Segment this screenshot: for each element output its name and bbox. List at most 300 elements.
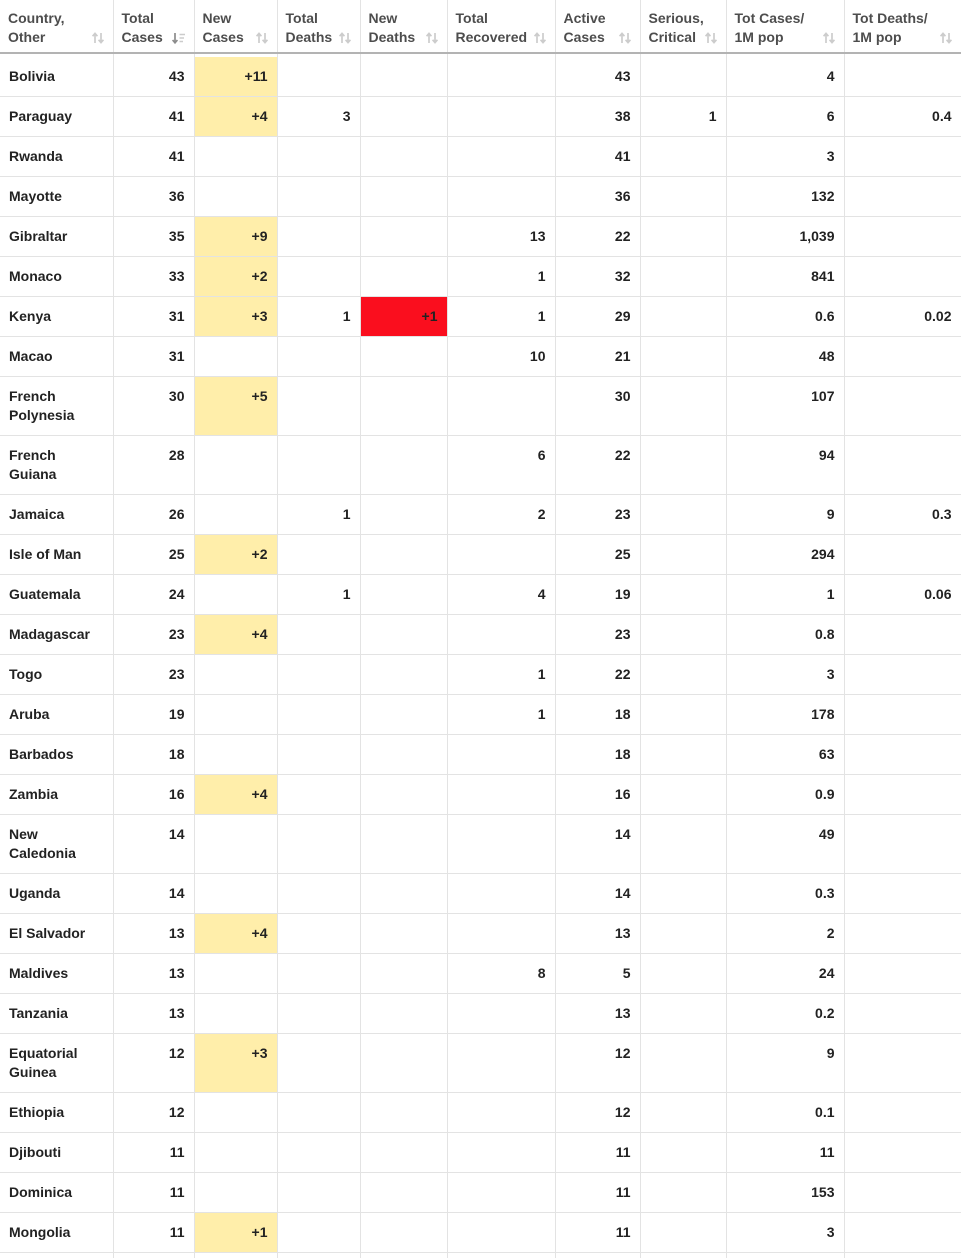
sort-toggle-icon bbox=[338, 31, 352, 45]
cell-serious-critical bbox=[640, 1133, 726, 1173]
cell-tot-deaths-1m bbox=[844, 337, 961, 377]
cell-new-deaths bbox=[360, 137, 447, 177]
cell-active-cases: 25 bbox=[555, 535, 640, 575]
cell-new-cases: +4 bbox=[194, 615, 277, 655]
cell-serious-critical bbox=[640, 735, 726, 775]
cell-new-cases bbox=[194, 337, 277, 377]
cell-new-cases: +1 bbox=[194, 1213, 277, 1253]
header-label-line1: Total bbox=[455, 10, 488, 26]
cell-tot-deaths-1m bbox=[844, 655, 961, 695]
header-label-line2: Cases bbox=[202, 29, 244, 45]
table-row bbox=[0, 615, 961, 655]
cell-new-deaths bbox=[360, 217, 447, 257]
cell-country: Macao bbox=[0, 337, 113, 377]
cell-country: Tanzania bbox=[0, 994, 113, 1034]
cell-country: Maldives bbox=[0, 954, 113, 994]
cell-total-recovered bbox=[447, 815, 555, 874]
cell-total-deaths bbox=[277, 874, 360, 914]
cell-active-cases: 43 bbox=[555, 57, 640, 97]
table-row bbox=[0, 914, 961, 954]
cell-tot-deaths-1m bbox=[844, 914, 961, 954]
cell-tot-cases-1m: 9 bbox=[726, 495, 844, 535]
cell-new-deaths bbox=[360, 1253, 447, 1258]
cell-country: Uganda bbox=[0, 874, 113, 914]
sort-desc-active-icon bbox=[171, 31, 186, 45]
cell-total-recovered: 4 bbox=[447, 575, 555, 615]
header-label-line2: Critical bbox=[648, 29, 696, 45]
cell-serious-critical bbox=[640, 874, 726, 914]
table-body bbox=[0, 53, 961, 1258]
cell-active-cases: 5 bbox=[555, 954, 640, 994]
cell-active-cases: 12 bbox=[555, 1034, 640, 1093]
cell-tot-deaths-1m bbox=[844, 954, 961, 994]
cell-total-deaths bbox=[277, 57, 360, 97]
cell-total-cases: 13 bbox=[113, 914, 194, 954]
cell-new-cases: +4 bbox=[194, 97, 277, 137]
cell-tot-deaths-1m bbox=[844, 1034, 961, 1093]
cell-tot-deaths-1m bbox=[844, 1253, 961, 1258]
header-label-line2: 1M pop bbox=[734, 29, 784, 45]
column-header-tot-deaths-1m[interactable] bbox=[844, 0, 961, 53]
cell-total-deaths bbox=[277, 137, 360, 177]
cell-serious-critical bbox=[640, 1173, 726, 1213]
table-row bbox=[0, 57, 961, 97]
cell-country: Dominica bbox=[0, 1173, 113, 1213]
cell-total-cases: 11 bbox=[113, 1173, 194, 1213]
cell-serious-critical bbox=[640, 1253, 726, 1258]
cell-total-recovered: 1 bbox=[447, 297, 555, 337]
cell-serious-critical bbox=[640, 436, 726, 495]
table-row bbox=[0, 217, 961, 257]
cell-country: New Caledonia bbox=[0, 815, 113, 874]
cell-tot-cases-1m: 153 bbox=[726, 1173, 844, 1213]
cell-new-deaths bbox=[360, 57, 447, 97]
sliver-row bbox=[0, 1253, 961, 1258]
cell-active-cases: 29 bbox=[555, 297, 640, 337]
table-row bbox=[0, 775, 961, 815]
cell-total-cases: 25 bbox=[113, 535, 194, 575]
cell-new-cases bbox=[194, 495, 277, 535]
cell-tot-deaths-1m bbox=[844, 535, 961, 575]
header-label-line2: Cases bbox=[563, 29, 605, 45]
cell-tot-cases-1m: 94 bbox=[726, 436, 844, 495]
cell-new-deaths bbox=[360, 436, 447, 495]
cell-total-recovered bbox=[447, 874, 555, 914]
cell-total-recovered: 1 bbox=[447, 655, 555, 695]
cell-total-deaths bbox=[277, 695, 360, 735]
table-header bbox=[0, 0, 961, 53]
cell-total-recovered bbox=[447, 137, 555, 177]
cell-total-recovered: 6 bbox=[447, 436, 555, 495]
cell-total-recovered bbox=[447, 377, 555, 436]
cell-total-deaths: 1 bbox=[277, 575, 360, 615]
cell-new-deaths bbox=[360, 775, 447, 815]
cell-total-recovered: 2 bbox=[447, 495, 555, 535]
table-row bbox=[0, 874, 961, 914]
cell-new-deaths bbox=[360, 535, 447, 575]
cell-new-deaths bbox=[360, 495, 447, 535]
cell-serious-critical bbox=[640, 1093, 726, 1133]
cell-country: Mongolia bbox=[0, 1213, 113, 1253]
cell-total-deaths bbox=[277, 735, 360, 775]
cell-country: Guatemala bbox=[0, 575, 113, 615]
cell-active-cases: 14 bbox=[555, 874, 640, 914]
header-label-line1: Tot Deaths/ bbox=[852, 10, 928, 26]
table-row bbox=[0, 1173, 961, 1213]
cell-active-cases: 22 bbox=[555, 436, 640, 495]
cell-tot-deaths-1m bbox=[844, 874, 961, 914]
table-row bbox=[0, 137, 961, 177]
cell-tot-deaths-1m bbox=[844, 994, 961, 1034]
cell-total-cases: 13 bbox=[113, 954, 194, 994]
cell-country: French Guiana bbox=[0, 436, 113, 495]
cell-tot-deaths-1m bbox=[844, 177, 961, 217]
table-row bbox=[0, 695, 961, 735]
cell-tot-cases-1m: 24 bbox=[726, 954, 844, 994]
cell-total-recovered: 1 bbox=[447, 695, 555, 735]
cell-tot-cases-1m: 63 bbox=[726, 735, 844, 775]
cell-new-cases bbox=[194, 1093, 277, 1133]
cell-tot-cases-1m: 1 bbox=[726, 575, 844, 615]
cell-tot-cases-1m: 0.8 bbox=[726, 615, 844, 655]
cell-tot-cases-1m: 132 bbox=[726, 177, 844, 217]
cell-tot-deaths-1m bbox=[844, 615, 961, 655]
table-row bbox=[0, 1213, 961, 1253]
cell-tot-cases-1m bbox=[726, 1253, 844, 1258]
table-row bbox=[0, 575, 961, 615]
header-label-line2: Recovered bbox=[455, 29, 528, 45]
cell-serious-critical bbox=[640, 1213, 726, 1253]
cell-serious-critical bbox=[640, 217, 726, 257]
cell-country: Barbados bbox=[0, 735, 113, 775]
header-label-line2: Deaths bbox=[285, 29, 333, 45]
header-label-line1: Country, bbox=[8, 10, 65, 26]
cell-new-cases: +2 bbox=[194, 535, 277, 575]
cell-country: Jamaica bbox=[0, 495, 113, 535]
sort-toggle-icon bbox=[618, 31, 632, 45]
column-header-total-cases[interactable] bbox=[113, 0, 194, 53]
cell-country: El Salvador bbox=[0, 914, 113, 954]
cell-tot-cases-1m: 9 bbox=[726, 1034, 844, 1093]
cell-country: Paraguay bbox=[0, 97, 113, 137]
cell-country: Madagascar bbox=[0, 615, 113, 655]
cell-total-deaths bbox=[277, 177, 360, 217]
cell-serious-critical bbox=[640, 994, 726, 1034]
cell-country: Aruba bbox=[0, 695, 113, 735]
cell-tot-deaths-1m bbox=[844, 695, 961, 735]
cell-new-deaths: +1 bbox=[360, 297, 447, 337]
cell-total-cases: 14 bbox=[113, 874, 194, 914]
cell-total-cases: 35 bbox=[113, 217, 194, 257]
table-row bbox=[0, 954, 961, 994]
cell-active-cases: 14 bbox=[555, 815, 640, 874]
cell-tot-cases-1m: 178 bbox=[726, 695, 844, 735]
cell-total-deaths bbox=[277, 217, 360, 257]
cell-new-deaths bbox=[360, 257, 447, 297]
cell-total-cases: 23 bbox=[113, 615, 194, 655]
cell-new-deaths bbox=[360, 1133, 447, 1173]
cell-total-recovered bbox=[447, 1034, 555, 1093]
cell-new-cases bbox=[194, 436, 277, 495]
cell-total-recovered bbox=[447, 1253, 555, 1258]
cell-total-deaths bbox=[277, 1133, 360, 1173]
table-row bbox=[0, 495, 961, 535]
cell-new-cases bbox=[194, 874, 277, 914]
cell-total-cases: 18 bbox=[113, 735, 194, 775]
header-label-line1: New bbox=[368, 10, 398, 26]
cell-total-deaths bbox=[277, 1093, 360, 1133]
cell-new-cases bbox=[194, 177, 277, 217]
cell-total-cases: 31 bbox=[113, 337, 194, 377]
cell-serious-critical: 1 bbox=[640, 97, 726, 137]
cell-country bbox=[0, 1253, 113, 1258]
cell-country: Monaco bbox=[0, 257, 113, 297]
sort-toggle-icon bbox=[91, 31, 105, 45]
cell-tot-cases-1m: 49 bbox=[726, 815, 844, 874]
cell-new-cases bbox=[194, 575, 277, 615]
cell-total-cases: 19 bbox=[113, 695, 194, 735]
cell-total-deaths bbox=[277, 775, 360, 815]
cell-total-cases: 33 bbox=[113, 257, 194, 297]
cell-tot-deaths-1m bbox=[844, 137, 961, 177]
cell-serious-critical bbox=[640, 377, 726, 436]
cell-active-cases: 18 bbox=[555, 735, 640, 775]
cell-new-deaths bbox=[360, 1034, 447, 1093]
cell-total-cases: 31 bbox=[113, 297, 194, 337]
cell-total-deaths bbox=[277, 1213, 360, 1253]
cell-tot-deaths-1m bbox=[844, 775, 961, 815]
cell-active-cases: 18 bbox=[555, 695, 640, 735]
cell-new-cases: +3 bbox=[194, 1034, 277, 1093]
cell-total-deaths bbox=[277, 1253, 360, 1258]
cell-new-deaths bbox=[360, 874, 447, 914]
sort-toggle-icon bbox=[939, 31, 953, 45]
column-header-serious-critical[interactable] bbox=[640, 0, 726, 53]
cell-tot-deaths-1m bbox=[844, 257, 961, 297]
cell-tot-cases-1m: 6 bbox=[726, 97, 844, 137]
cell-tot-cases-1m: 11 bbox=[726, 1133, 844, 1173]
cell-total-recovered bbox=[447, 97, 555, 137]
header-label-line2: 1M pop bbox=[852, 29, 902, 45]
cell-total-cases: 16 bbox=[113, 775, 194, 815]
cell-tot-deaths-1m bbox=[844, 1133, 961, 1173]
cell-country: Gibraltar bbox=[0, 217, 113, 257]
cell-new-deaths bbox=[360, 994, 447, 1034]
header-label-line1: Active bbox=[563, 10, 606, 26]
table-row bbox=[0, 337, 961, 377]
cell-active-cases bbox=[555, 1253, 640, 1258]
cell-tot-cases-1m: 48 bbox=[726, 337, 844, 377]
cell-serious-critical bbox=[640, 954, 726, 994]
cell-new-deaths bbox=[360, 914, 447, 954]
cell-new-cases bbox=[194, 1133, 277, 1173]
cell-total-deaths bbox=[277, 257, 360, 297]
cell-country: Ethiopia bbox=[0, 1093, 113, 1133]
cell-new-deaths bbox=[360, 177, 447, 217]
cell-total-recovered: 1 bbox=[447, 257, 555, 297]
cell-serious-critical bbox=[640, 615, 726, 655]
cell-new-cases bbox=[194, 1173, 277, 1213]
cell-total-cases: 14 bbox=[113, 815, 194, 874]
column-header-total-recovered[interactable] bbox=[447, 0, 555, 53]
cell-total-cases: 41 bbox=[113, 137, 194, 177]
cell-active-cases: 36 bbox=[555, 177, 640, 217]
cell-total-deaths: 1 bbox=[277, 495, 360, 535]
cell-total-deaths bbox=[277, 954, 360, 994]
cell-total-cases: 13 bbox=[113, 994, 194, 1034]
cell-country: Mayotte bbox=[0, 177, 113, 217]
cell-tot-cases-1m: 1,039 bbox=[726, 217, 844, 257]
cell-tot-cases-1m: 3 bbox=[726, 655, 844, 695]
table-row bbox=[0, 1133, 961, 1173]
cell-new-cases: +11 bbox=[194, 57, 277, 97]
cell-new-deaths bbox=[360, 1173, 447, 1213]
cell-active-cases: 22 bbox=[555, 655, 640, 695]
cell-new-cases bbox=[194, 1253, 277, 1258]
header-label-line1: Total bbox=[121, 10, 154, 26]
cell-total-cases: 23 bbox=[113, 655, 194, 695]
cell-serious-critical bbox=[640, 1034, 726, 1093]
cell-serious-critical bbox=[640, 535, 726, 575]
cell-serious-critical bbox=[640, 914, 726, 954]
cell-total-deaths bbox=[277, 914, 360, 954]
column-header-country[interactable] bbox=[0, 0, 113, 53]
cell-new-cases: +4 bbox=[194, 775, 277, 815]
cell-serious-critical bbox=[640, 495, 726, 535]
cell-total-recovered bbox=[447, 1213, 555, 1253]
cell-total-cases: 26 bbox=[113, 495, 194, 535]
cell-total-deaths bbox=[277, 994, 360, 1034]
table-row bbox=[0, 97, 961, 137]
cell-new-cases: +4 bbox=[194, 914, 277, 954]
header-label-line1: Serious, bbox=[648, 10, 704, 26]
cell-tot-deaths-1m bbox=[844, 217, 961, 257]
table-row bbox=[0, 655, 961, 695]
sort-toggle-icon bbox=[425, 31, 439, 45]
cell-new-deaths bbox=[360, 1093, 447, 1133]
table-row bbox=[0, 377, 961, 436]
cell-tot-cases-1m: 294 bbox=[726, 535, 844, 575]
cell-active-cases: 30 bbox=[555, 377, 640, 436]
cell-serious-critical bbox=[640, 815, 726, 874]
table-row bbox=[0, 177, 961, 217]
cell-country: Djibouti bbox=[0, 1133, 113, 1173]
table-row bbox=[0, 735, 961, 775]
cell-total-recovered: 8 bbox=[447, 954, 555, 994]
cell-total-deaths bbox=[277, 377, 360, 436]
sort-toggle-icon bbox=[533, 31, 547, 45]
cell-country: Rwanda bbox=[0, 137, 113, 177]
cell-total-recovered bbox=[447, 1093, 555, 1133]
column-header-new-cases[interactable] bbox=[194, 0, 277, 53]
column-header-new-deaths[interactable] bbox=[360, 0, 447, 53]
cell-active-cases: 23 bbox=[555, 495, 640, 535]
cell-total-recovered bbox=[447, 775, 555, 815]
cell-total-recovered bbox=[447, 535, 555, 575]
cell-tot-deaths-1m bbox=[844, 57, 961, 97]
cell-total-cases: 12 bbox=[113, 1093, 194, 1133]
column-header-tot-cases-1m[interactable] bbox=[726, 0, 844, 53]
cell-active-cases: 16 bbox=[555, 775, 640, 815]
cell-new-cases bbox=[194, 735, 277, 775]
cell-total-cases: 24 bbox=[113, 575, 194, 615]
cell-total-deaths bbox=[277, 535, 360, 575]
cell-new-cases bbox=[194, 655, 277, 695]
cell-active-cases: 11 bbox=[555, 1213, 640, 1253]
cell-total-cases bbox=[113, 1253, 194, 1258]
cell-new-cases: +3 bbox=[194, 297, 277, 337]
cell-tot-cases-1m: 3 bbox=[726, 137, 844, 177]
column-header-active-cases[interactable] bbox=[555, 0, 640, 53]
cell-country: Zambia bbox=[0, 775, 113, 815]
column-header-total-deaths[interactable] bbox=[277, 0, 360, 53]
table-row bbox=[0, 1093, 961, 1133]
cell-new-cases: +2 bbox=[194, 257, 277, 297]
cell-new-deaths bbox=[360, 337, 447, 377]
cell-serious-critical bbox=[640, 137, 726, 177]
header-label-line1: Tot Cases/ bbox=[734, 10, 805, 26]
sort-toggle-icon bbox=[822, 31, 836, 45]
cell-new-deaths bbox=[360, 97, 447, 137]
header-label-line2: Cases bbox=[121, 29, 163, 45]
cell-new-deaths bbox=[360, 377, 447, 436]
cell-total-deaths: 3 bbox=[277, 97, 360, 137]
cell-serious-critical bbox=[640, 775, 726, 815]
cell-tot-cases-1m: 107 bbox=[726, 377, 844, 436]
table-row bbox=[0, 1034, 961, 1093]
cell-new-cases bbox=[194, 815, 277, 874]
cell-total-recovered bbox=[447, 615, 555, 655]
cell-new-deaths bbox=[360, 815, 447, 874]
cell-total-deaths bbox=[277, 436, 360, 495]
cell-tot-cases-1m: 0.1 bbox=[726, 1093, 844, 1133]
cell-total-deaths bbox=[277, 337, 360, 377]
cell-serious-critical bbox=[640, 257, 726, 297]
cell-active-cases: 13 bbox=[555, 914, 640, 954]
table-row bbox=[0, 535, 961, 575]
cell-active-cases: 38 bbox=[555, 97, 640, 137]
cell-total-deaths: 1 bbox=[277, 297, 360, 337]
header-label-line2: Deaths bbox=[368, 29, 416, 45]
cell-new-cases: +9 bbox=[194, 217, 277, 257]
cell-new-deaths bbox=[360, 575, 447, 615]
cell-serious-critical bbox=[640, 297, 726, 337]
cell-tot-cases-1m: 0.3 bbox=[726, 874, 844, 914]
cell-tot-cases-1m: 2 bbox=[726, 914, 844, 954]
cell-total-deaths bbox=[277, 1034, 360, 1093]
cell-active-cases: 32 bbox=[555, 257, 640, 297]
cell-active-cases: 19 bbox=[555, 575, 640, 615]
cell-total-recovered bbox=[447, 994, 555, 1034]
cell-serious-critical bbox=[640, 695, 726, 735]
table-row bbox=[0, 436, 961, 495]
cell-total-deaths bbox=[277, 815, 360, 874]
cell-tot-deaths-1m bbox=[844, 1093, 961, 1133]
cell-active-cases: 12 bbox=[555, 1093, 640, 1133]
cell-serious-critical bbox=[640, 57, 726, 97]
cell-total-cases: 11 bbox=[113, 1133, 194, 1173]
cell-new-deaths bbox=[360, 1213, 447, 1253]
table-row bbox=[0, 994, 961, 1034]
cell-tot-deaths-1m bbox=[844, 1173, 961, 1213]
cell-tot-deaths-1m: 0.4 bbox=[844, 97, 961, 137]
cell-tot-cases-1m: 4 bbox=[726, 57, 844, 97]
cell-total-cases: 36 bbox=[113, 177, 194, 217]
cell-new-cases: +5 bbox=[194, 377, 277, 436]
header-label-line2: Other bbox=[8, 29, 46, 45]
cell-total-recovered bbox=[447, 735, 555, 775]
cell-country: Equatorial Guinea bbox=[0, 1034, 113, 1093]
